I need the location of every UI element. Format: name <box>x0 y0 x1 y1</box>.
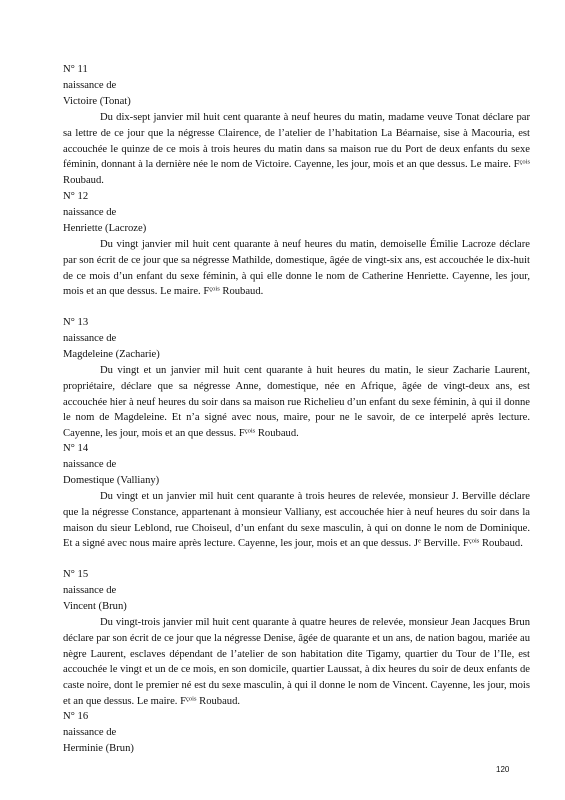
mayor-signature: $F^{çois}$ Roubaud. <box>238 427 299 440</box>
record-type: naissance de <box>63 458 117 470</box>
birth-record-13 <box>63 315 530 442</box>
record-text-main: Du vingt-trois janvier mil huit cent quarante à quatre heures de relevée, monsieur Jean Jacques Brun déclare par son écrit de ce jour que la négresse Denise, âgée de quarante et un ans, de nation bagou, mariée au nègre Laurent, esclaves dépendant de l’atelier de son habitation dite Tigamy, quartier du Tour de l’Ile, est accouchée le vingt et un de ce mois, en son domicile, quartier Laussat, à dix heures du soir de deux enfants de caste noire, dont le premier né est du sexe masculin, à qui il donne le nom de Vincent. Cayenne, les jour, mois et an que dessus. Le maire. <box>63 616 530 708</box>
record-type: naissance de <box>63 726 117 738</box>
record-text-main: Du dix-sept janvier mil huit cent quarante à neuf heures du matin, madame veuve Tonat déclare par sa lettre de ce jour que la négresse Clairence, de l’atelier de l’habitation La Béarnaise, sise à Macouria, est accouchée le quinze de ce mois à trois heures du matin dans sa maison rue du Port de deux enfants du sexe féminin, donnant à la dernière née le nom de Victoire. Cayenne, les jour, mois et an que dessus. Le maire. <box>63 111 530 171</box>
mayor-signature: $F^{çois}$ Roubaud. <box>180 695 241 708</box>
mayor-signature: $F^{çois}$ Roubaud. <box>203 285 264 298</box>
record-text <box>63 615 530 710</box>
record-number: N° 11 <box>63 64 88 75</box>
birth-record-15 <box>63 567 530 710</box>
record-type: naissance de <box>63 332 117 344</box>
record-text-main: Du vingt janvier mil huit cent quarante à neuf heures du matin, demoiselle Émilie Lacroze déclare par son écrit de ce jour que sa négresse Mathilde, domestique, âgée de vingt-six ans, est accouchée le dix-huit de ce mois d’un enfant du sexe féminin, à qui elle donne le nom de Catherine Henriette. Cayenne, les jour, mois et an que dessus. Le maire. <box>63 238 530 298</box>
record-number: N° 12 <box>63 191 89 202</box>
mayor-signature: $F^{çois}$ Roubaud. <box>63 158 530 187</box>
record-number: N° 16 <box>63 711 89 722</box>
record-text <box>63 110 530 190</box>
record-name: Henriette (Lacroze) <box>63 222 147 234</box>
record-type: naissance de <box>63 206 117 218</box>
record-number: N° 14 <box>63 443 89 454</box>
record-name: Victoire (Tonat) <box>63 95 131 107</box>
record-text-main: Du vingt et un janvier mil huit cent quarante à huit heures du matin, le sieur Zacharie Laurent, propriétaire, déclare que sa négresse Anne, domestique, née en Afrique, âgée de vingt-deux ans, est accouchée hier à neuf heures du soir dans sa maison rue Richelieu d’un enfant du sexe féminin, à qui il donne le nom de Magdeleine. Et n’a signé avec nous, maire, pour ne le savoir, de ce interpelé après lecture. Cayenne, les jour, mois et an que dessus. <box>63 364 530 440</box>
declarant-signature: $J^e$ Berville. <box>413 537 461 550</box>
record-type: naissance de <box>63 584 117 596</box>
page-number: 120 <box>496 765 510 774</box>
birth-record-16 <box>63 709 530 757</box>
record-number: N° 15 <box>63 569 89 580</box>
record-name: Domestique (Valliany) <box>63 474 160 486</box>
birth-record-14 <box>63 441 530 552</box>
record-text <box>63 363 530 443</box>
record-type: naissance de <box>63 79 117 91</box>
record-name: Vincent (Brun) <box>63 600 127 612</box>
mayor-signature: $F^{çois}$ Roubaud. <box>462 537 523 550</box>
record-name: Herminie (Brun) <box>63 742 134 754</box>
record-name: Magdeleine (Zacharie) <box>63 348 160 360</box>
record-text <box>63 237 530 301</box>
record-text <box>63 489 530 553</box>
birth-record-11 <box>63 62 530 189</box>
record-number: N° 13 <box>63 317 89 328</box>
record-text-main: Du vingt et un janvier mil huit cent quarante à trois heures de relevée, monsieur J. Berville déclare que la négresse Constance, appartenant à monsieur Valliany, est accouchée hier à neuf heures du soir dans la maison du sieur Leblond, rue Choiseul, d’un enfant du sexe masculin, à qui on donne le nom de Dominique. Et a signé avec nous maire après lecture. Cayenne, les jour, mois et an que dessus. <box>63 490 530 550</box>
birth-record-12 <box>63 189 530 300</box>
